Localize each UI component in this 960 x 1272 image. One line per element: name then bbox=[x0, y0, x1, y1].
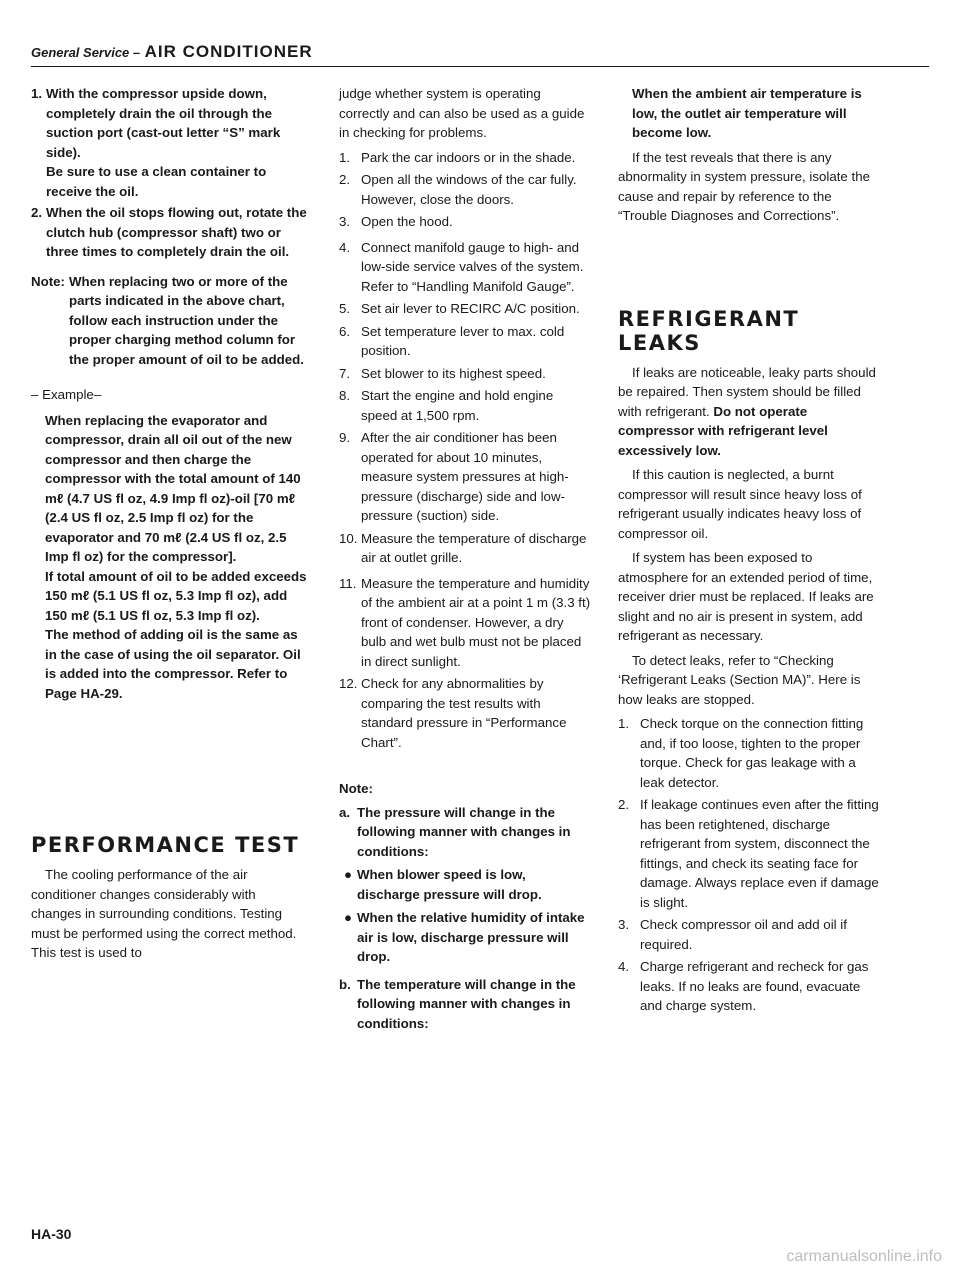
step-text: If leakage continues even after the fitting has been retightened, discharge refrigerant from system, disconnect the fittings, and check its seating face for damage. Always replace even if damage is slight. bbox=[640, 797, 879, 910]
example-paragraph: If total amount of oil to be added exceeds 150 mℓ (5.1 US fl oz, 5.3 Imp fl oz), add 150 mℓ (5.1 US fl oz, 5.3 Imp fl oz). bbox=[45, 568, 307, 623]
header-rule bbox=[31, 66, 929, 67]
step-text: Measure the temperature and humidity of the ambient air at a point 1 m (3.3 ft) front of condenser. However, a dry bulb and wet bulb must not be placed in direct sunlight. bbox=[361, 575, 591, 669]
column-right bbox=[618, 84, 880, 1019]
test-step bbox=[339, 148, 592, 168]
running-header bbox=[31, 42, 313, 62]
step-text: When the oil stops flowing out, rotate the clutch hub (compressor shaft) two or three times to completely drain the oil. bbox=[46, 205, 307, 259]
ambient-temperature-note: When the ambient air temperature is low, the outlet air temperature will become low. bbox=[632, 86, 862, 140]
step-text: Start the engine and hold engine speed at 1,500 rpm. bbox=[361, 388, 554, 423]
step-number: 1. bbox=[339, 149, 351, 165]
note-bullet bbox=[339, 908, 592, 967]
leaks-paragraph-2: If this caution is neglected, a burnt compressor will result since heavy loss of refrigerant usually indicates heavy loss of compressor oil. bbox=[618, 467, 862, 541]
leaks-paragraph-1-text: If leaks are noticeable, leaky parts should be repaired. Then system should be filled with refrigerant. bbox=[618, 364, 876, 419]
note-label: Note: bbox=[339, 781, 373, 796]
leaks-paragraph-3: If system has been exposed to atmosphere for an extended period of time, receiver drier must be replaced. If leaks are slight and no air is present in system, add refrigerant as necessary. bbox=[618, 550, 874, 643]
step-number: 10. bbox=[339, 530, 358, 546]
step-number: 6. bbox=[339, 323, 351, 339]
step-text: Connect manifold gauge to high- and low-side service valves of the system. Refer to “Handling Manifold Gauge”. bbox=[361, 239, 584, 294]
step-number: 2. bbox=[339, 172, 351, 187]
refrigerant-leaks-heading bbox=[618, 307, 880, 355]
test-step bbox=[339, 238, 592, 297]
test-step bbox=[339, 674, 592, 752]
step-text: Check for any abnormalities by comparing the test results with standard pressure in “Performance Chart”. bbox=[361, 676, 567, 750]
note-bullet bbox=[339, 865, 592, 904]
heading-line-2: LEAKS bbox=[618, 330, 701, 355]
header-title: AIR CONDITIONER bbox=[144, 42, 313, 61]
watermark: carmanualsonline.info bbox=[786, 1248, 942, 1265]
leak-repair-step bbox=[618, 795, 880, 912]
test-step bbox=[339, 428, 592, 526]
heading-line-1: REFRIGERANT bbox=[618, 306, 800, 331]
step-number: 3. bbox=[618, 917, 630, 932]
test-step bbox=[339, 364, 592, 384]
leaks-paragraph-4: To detect leaks, refer to “Checking ‘Refrigerant Leaks (Section MA)”. Here is how leaks are stopped. bbox=[618, 652, 861, 707]
test-step bbox=[339, 299, 592, 319]
step-text: Measure the temperature of discharge air at outlet grille. bbox=[361, 530, 587, 565]
step-text: Set blower to its highest speed. bbox=[361, 365, 546, 381]
step-number: 2. bbox=[618, 797, 630, 812]
step-text: Open the hood. bbox=[361, 214, 453, 229]
test-step bbox=[339, 574, 592, 672]
column-left bbox=[31, 84, 307, 968]
leak-repair-step bbox=[618, 915, 880, 954]
performance-test-continued: judge whether system is operating correctly and can also be used as a guide in checking for problems. bbox=[339, 86, 585, 140]
step-number: 2. bbox=[31, 205, 43, 220]
leaks-caution: Do not operate compressor with refrigerant level excessively low. bbox=[618, 403, 828, 458]
step-text: Charge refrigerant and recheck for gas leaks. If no leaks are found, evacuate and charge system. bbox=[640, 959, 869, 1013]
note-label: Note: bbox=[31, 273, 65, 289]
abnormality-paragraph: If the test reveals that there is any abnormality in system pressure, isolate the cause and repair by reference to the “Trouble Diagnoses and Corrections”. bbox=[618, 149, 871, 223]
test-step bbox=[339, 212, 592, 232]
step-number: 1. bbox=[618, 716, 630, 731]
performance-test-heading: PERFORMANCE TEST bbox=[31, 833, 300, 857]
example-label: – Example– bbox=[31, 387, 102, 402]
bullet-icon: ● bbox=[343, 910, 353, 925]
step-text: Check torque on the connection fitting and, if too loose, tighten to the proper torque. Check for gas leakage with a leak detector. bbox=[640, 716, 864, 790]
step-text: Open all the windows of the car fully. However, close the doors. bbox=[361, 172, 577, 207]
step-number: 5. bbox=[339, 301, 351, 316]
step-number: 12. bbox=[339, 676, 358, 691]
note-item-b bbox=[339, 975, 592, 1034]
page-number: HA-30 bbox=[31, 1226, 72, 1242]
bullet-icon: ● bbox=[343, 867, 353, 882]
bullet-text: When blower speed is low, discharge pressure will drop. bbox=[357, 867, 542, 902]
step-number: 4. bbox=[618, 959, 630, 974]
test-step bbox=[339, 386, 592, 425]
header-section: General Service – bbox=[31, 45, 141, 60]
column-middle bbox=[339, 84, 592, 1037]
note-item-label: a. bbox=[339, 804, 351, 820]
note-item-a bbox=[339, 803, 592, 862]
step-subtext: Be sure to use a clean container to receive the oil. bbox=[46, 164, 267, 199]
step-number: 4. bbox=[339, 239, 351, 255]
test-step bbox=[339, 322, 592, 361]
example-paragraph: When replacing the evaporator and compressor, drain all oil out of the new compressor and then charge the compressor with the total amount of 140 mℓ (4.7 US fl oz, 4.9 Imp fl oz)-oil [70 mℓ (2.4 US fl oz, 2.5 Imp fl oz) for the evaporator and 70 mℓ (2.4 US fl oz, 2.5 Imp fl oz) for the compressor]. bbox=[45, 412, 301, 564]
example-block bbox=[31, 411, 307, 704]
note-text: When replacing two or more of the parts indicated in the above chart, follow each instruction under the proper charging method column for the proper amount of oil to be added. bbox=[69, 273, 304, 367]
test-step bbox=[339, 170, 592, 209]
step-number: 1. bbox=[31, 86, 43, 101]
test-step bbox=[339, 529, 592, 568]
step-number: 8. bbox=[339, 388, 351, 403]
step-text: Set temperature lever to max. cold position. bbox=[361, 323, 565, 358]
oil-drain-step-2 bbox=[31, 203, 307, 262]
step-text: Set air lever to RECIRC A/C position. bbox=[361, 301, 580, 316]
step-text: Check compressor oil and add oil if required. bbox=[640, 917, 847, 952]
note-item-text: The temperature will change in the following manner with changes in conditions: bbox=[357, 976, 576, 1031]
step-number: 3. bbox=[339, 214, 351, 229]
step-text: After the air conditioner has been operated for about 10 minutes, measure system pressures at high-pressure (discharge) side and low-pressure (suction) side. bbox=[361, 430, 569, 523]
performance-test-intro: The cooling performance of the air conditioner changes considerably with changes in surrounding conditions. Testing must be performed using the correct method. This test is used to bbox=[31, 867, 297, 960]
note-item-label: b. bbox=[339, 976, 351, 992]
step-number: 11. bbox=[339, 575, 357, 591]
example-paragraph: The method of adding oil is the same as in the case of using the oil separator. Oil is added into the compressor. Refer to Page HA-29. bbox=[45, 627, 301, 701]
step-text: With the compressor upside down, completely drain the oil through the suction port (cast-out letter “S” mark side). bbox=[46, 86, 281, 160]
oil-drain-step-1 bbox=[31, 84, 307, 201]
step-number: 7. bbox=[339, 365, 351, 381]
note-item-text: The pressure will change in the following manner with changes in conditions: bbox=[357, 804, 571, 859]
bullet-text: When the relative humidity of intake air is low, discharge pressure will drop. bbox=[357, 910, 585, 964]
step-number: 9. bbox=[339, 430, 351, 445]
leak-repair-step bbox=[618, 714, 880, 792]
replacement-note bbox=[31, 272, 307, 370]
leak-repair-step bbox=[618, 957, 880, 1016]
step-text: Park the car indoors or in the shade. bbox=[361, 149, 576, 165]
leaks-paragraph-1 bbox=[618, 363, 880, 461]
